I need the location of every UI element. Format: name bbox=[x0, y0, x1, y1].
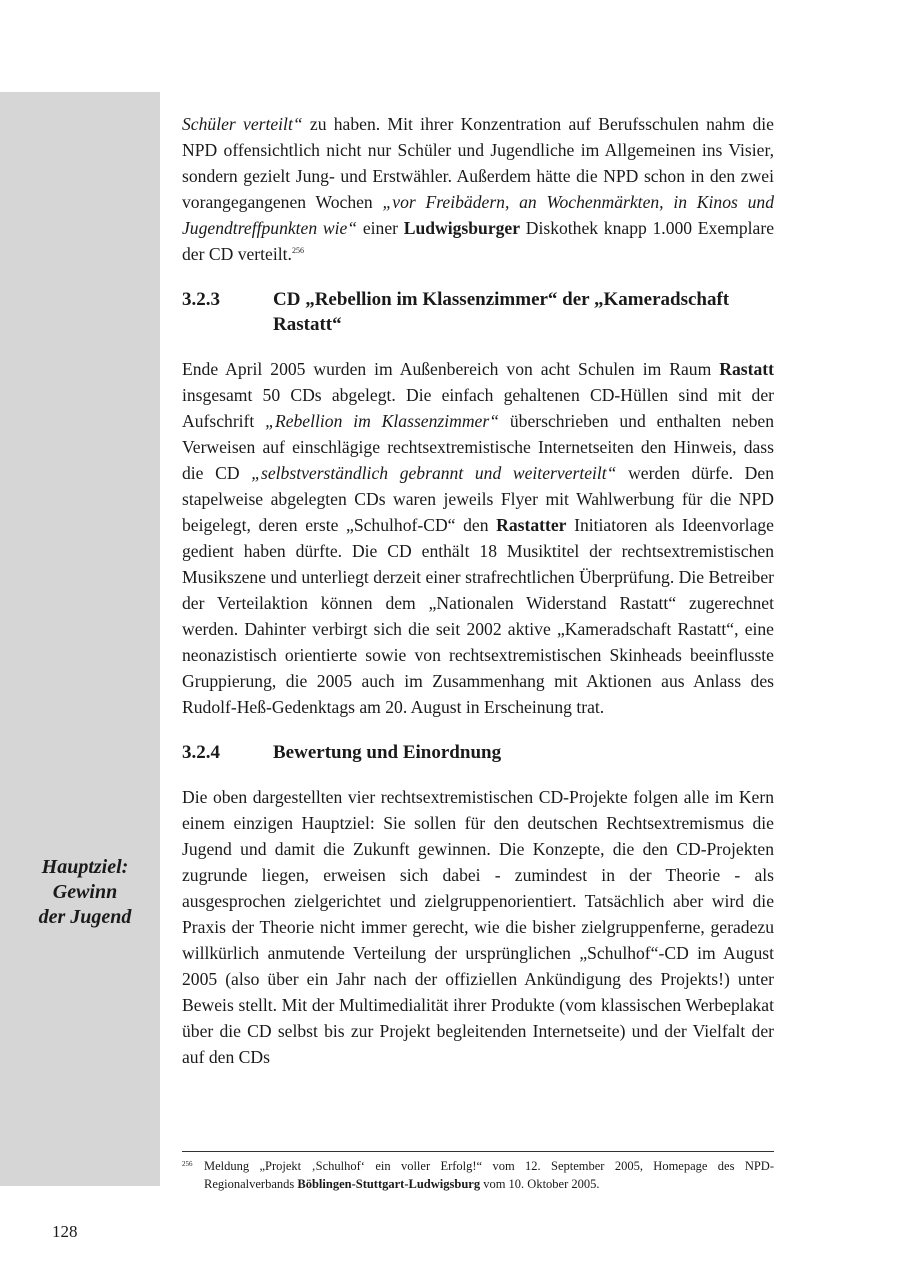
place-name: Rastatter bbox=[496, 515, 567, 535]
footnote-text bbox=[204, 1157, 774, 1193]
margin-note bbox=[18, 855, 152, 930]
footnote-divider bbox=[182, 1151, 774, 1152]
paragraph-text: Diskothek knapp 1.000 Exemplare der CD verteilt. bbox=[182, 218, 775, 264]
quote-text: „selbstverständlich gebrannt und weiterverteilt“ bbox=[251, 463, 617, 483]
quote-text: Schüler verteilt“ bbox=[182, 114, 303, 134]
margin-bar bbox=[0, 92, 160, 1186]
paragraph-text: insgesamt 50 CDs abgelegt. Die einfach gehaltenen CD-Hüllen sind mit der Aufschrift bbox=[182, 385, 774, 431]
section-number: 3.2.3 bbox=[182, 289, 220, 310]
section-title: Bewertung und Einordnung bbox=[273, 742, 502, 763]
paragraph-text: überschrieben und enthalten neben Verweisen auf einschlägige rechtsextremistische Internetseiten den Hinweis, dass die CD bbox=[182, 411, 774, 483]
quote-text: „Rebellion im Klassenzimmer“ bbox=[265, 411, 499, 431]
margin-note-line: Hauptziel: bbox=[41, 856, 129, 878]
section-3-2-4-paragraph: Die oben dargestellten vier rechtsextremistischen CD-Projekte folgen alle im Kern einem einzigen Hauptziel: Sie sollen für den deutschen Rechtsextremismus die Jugend und damit die Zukunft gewinnen. Die Konzepte, die den CD-Projekten zugrunde liegen, erweisen sich dabei - zumindest in der Theorie - als ausgesprochen zielgerichtet und zielgruppenorientiert. Tatsächlich aber wird die Praxis der Theorie nicht immer gerecht, wie die bisher zielgruppenferne, geradezu willkürlich anmutende Verteilung der ursprünglichen „Schulhof“-CD im August 2005 (also über ein Jahr nach der offiziellen Ankündigung des Projekts!) unter Beweis stellt. Mit der Multimedialität ihrer Produkte (vom klassischen Werbeplakat über die CD selbst bis zur Projekt begleitenden Internetseite) und der Vielfalt der auf den CDs bbox=[182, 787, 774, 1067]
section-heading-3-2-4 bbox=[182, 740, 774, 765]
section-number: 3.2.4 bbox=[182, 742, 220, 763]
intro-paragraph bbox=[182, 111, 774, 267]
section-heading-3-2-3 bbox=[182, 287, 774, 337]
section-3-2-3-paragraph bbox=[182, 356, 774, 720]
section-title: CD „Rebellion im Klassenzimmer“ der „Kameradschaft Rastatt“ bbox=[273, 289, 730, 335]
footnote bbox=[182, 1157, 774, 1193]
quote-text: „vor Freibädern, an Wochenmärkten, in Kinos und Jugendtreffpunkten wie“ bbox=[182, 192, 774, 238]
place-name: Rastatt bbox=[719, 359, 774, 379]
place-name: Böblingen-Stuttgart-Ludwigsburg bbox=[297, 1177, 481, 1191]
footnote-reference: 256 bbox=[291, 246, 304, 256]
main-text bbox=[182, 111, 774, 1070]
paragraph-text: werden dürfe. Den stapelweise abgelegten CDs waren jeweils Flyer mit Wahlwerbung für die NPD beigelegt, deren erste „Schulhof-CD“ den bbox=[182, 463, 774, 535]
page-number: 128 bbox=[52, 1222, 78, 1241]
paragraph-text: Ende April 2005 wurden im Außenbereich von acht Schulen im Raum bbox=[182, 359, 720, 379]
margin-note-line: der Jugend bbox=[38, 906, 132, 928]
margin-note-line: Gewinn bbox=[52, 881, 118, 903]
place-name: Ludwigsburger bbox=[403, 218, 521, 238]
paragraph-text: Initiatoren als Ideenvorlage gedient haben dürfte. Die CD enthält 18 Musiktitel der rechtsextremistischen Musikszene und unterliegt derzeit einer strafrechtlichen Überprüfung. Die Betreiber der Verteilaktion können dem „Nationalen Widerstand Rastatt“ zugerechnet werden. Dahinter verbirgt sich die seit 2002 aktive „Kameradschaft Rastatt“, eine neonazistisch orientierte sowie von rechtsextremistischen Skinheads beeinflusste Gruppierung, die 2005 auch im Zusammenhang mit Aktionen aus Anlass des Rudolf-Heß-Gedenktags am 20. August in Erscheinung trat. bbox=[182, 515, 774, 717]
footnote-text-part: vom 10. Oktober 2005. bbox=[480, 1177, 600, 1191]
footnote-text-part: Meldung „Projekt ‚Schulhof‘ ein voller Erfolg!“ vom 12. September 2005, Homepage des NPD-Regionalverbands bbox=[204, 1159, 774, 1191]
footnote-number: 256 bbox=[182, 1160, 193, 1168]
paragraph-text: einer bbox=[357, 218, 404, 238]
paragraph-text: zu haben. Mit ihrer Konzentration auf Berufsschulen nahm die NPD offensichtlich nicht nur Schüler und Jugendliche im Allgemeinen ins Visier, sondern gezielt Jung- und Erstwähler. Außerdem hätte die NPD schon in den zwei vorangegangenen Wochen bbox=[182, 114, 774, 212]
